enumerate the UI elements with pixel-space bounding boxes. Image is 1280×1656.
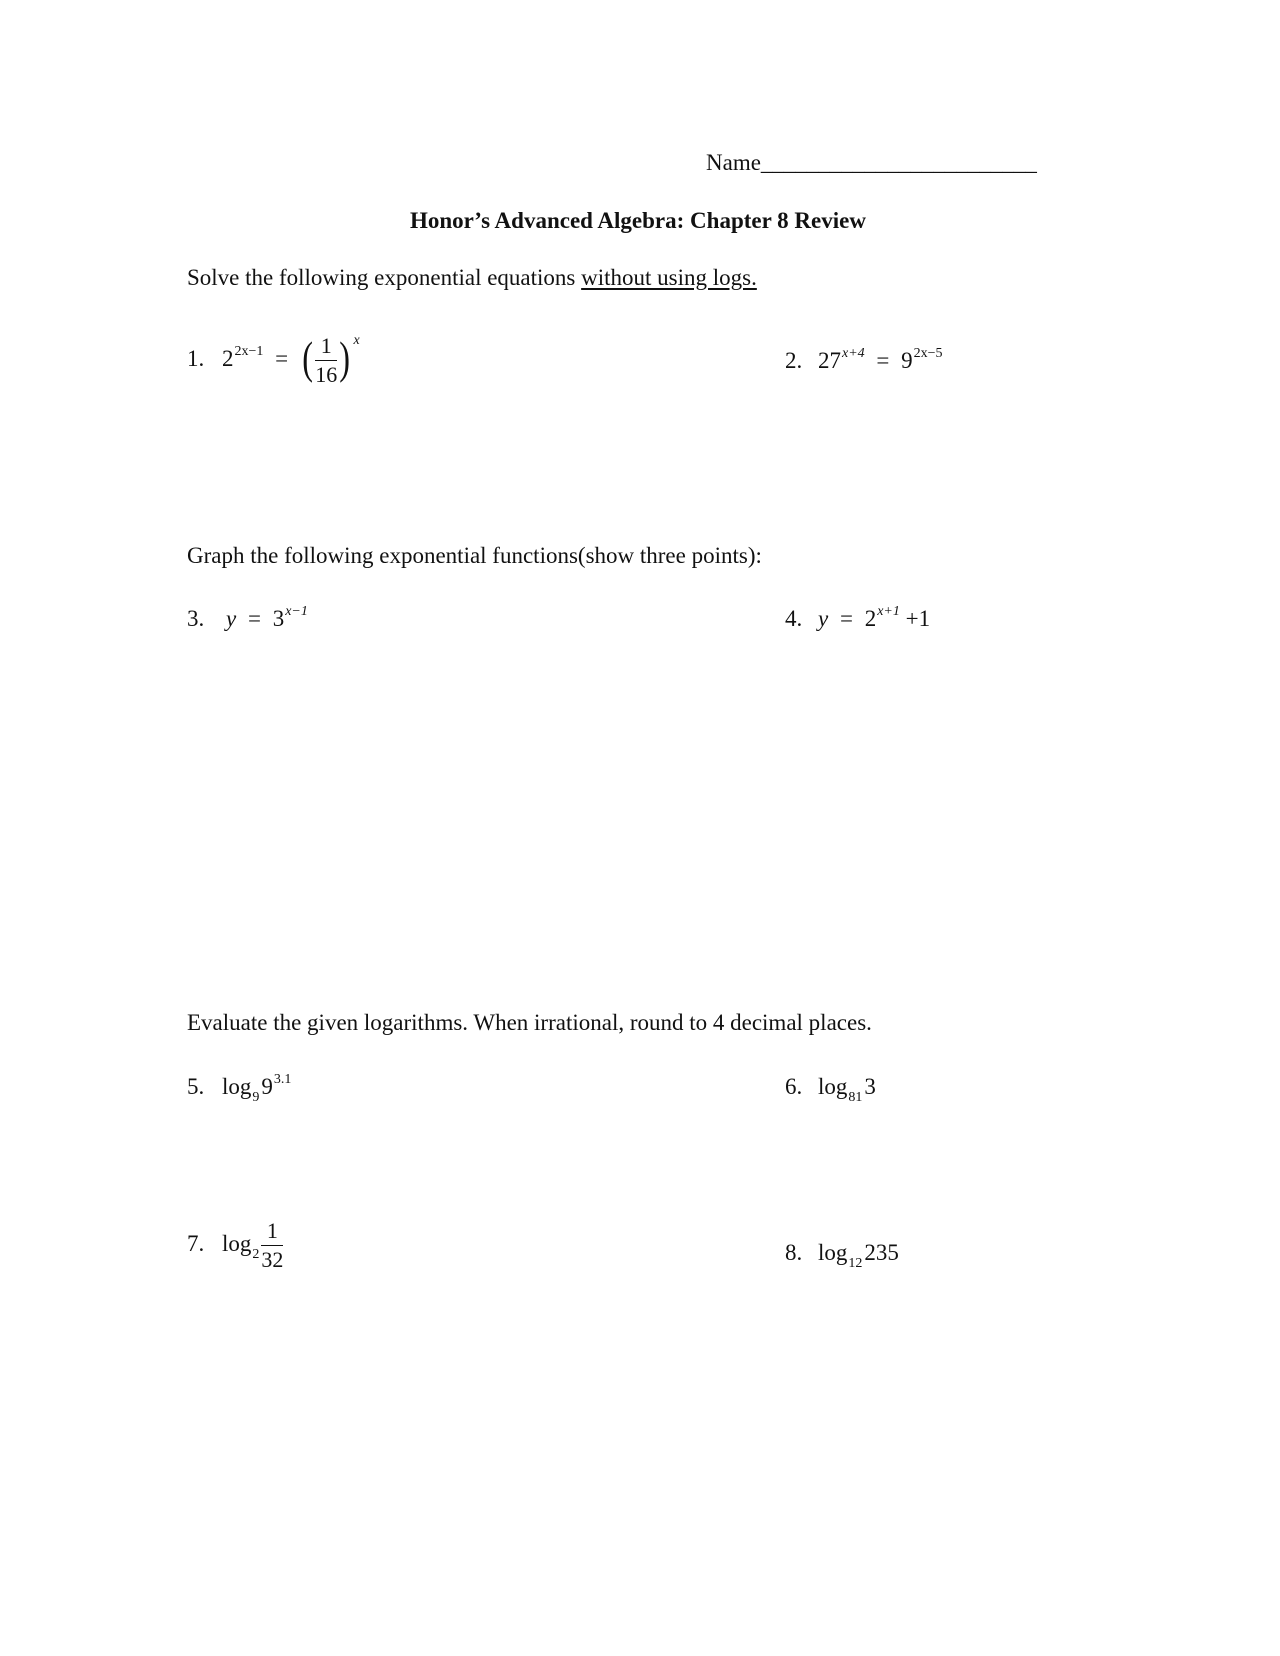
- problem-3: 3. $y = 3^{x-1}$: [187, 604, 308, 631]
- section1-instruction: Solve the following exponential equations without using logs.: [187, 265, 757, 290]
- problem-5: 5. $\log_99^{3.1}$: [187, 1072, 292, 1105]
- name-blank: ________________________: [760, 150, 1037, 175]
- problem-8: 8. $\log_{12}235$: [785, 1240, 899, 1271]
- name-label: Name: [706, 150, 761, 175]
- problem-number: 4.: [785, 606, 803, 631]
- problem-number: 8.: [785, 1240, 803, 1265]
- left-paren: (: [302, 332, 313, 383]
- problem-7: 7. $\log_2$ $\frac{1}{32}$: [187, 1218, 284, 1272]
- problem-number: 7.: [187, 1230, 205, 1256]
- problem-number: 3.: [187, 606, 205, 631]
- problem-number: 6.: [785, 1074, 803, 1099]
- section3-instruction: Evaluate the given logarithms. When irrational, round to 4 decimal places.: [187, 1010, 872, 1035]
- fraction: $\frac{1}{16}$: [315, 333, 338, 387]
- problem-number: 1.: [187, 345, 205, 371]
- problem-number: 5.: [187, 1074, 205, 1099]
- fraction: $\frac{1}{32}$: [261, 1218, 284, 1272]
- name-field[interactable]: [706, 150, 1037, 176]
- problem-1: 1. $2^{2x-1}$ = ( $\frac{1}{16}$ ) $^x$: [187, 332, 360, 387]
- page-title: Honor’s Advanced Algebra: Chapter 8 Review: [410, 208, 866, 233]
- problem-4: 4. $y = 2^{x+1} +1$: [785, 604, 931, 631]
- right-paren: ): [339, 332, 351, 383]
- section2-instruction: Graph the following exponential functions(show three points):: [187, 543, 762, 568]
- problem-6: 6. $\log_{81}3$: [785, 1074, 876, 1105]
- problem-number: 2.: [785, 348, 803, 373]
- problem-2: 2. $27^{x+4} = 9^{2x-5}$: [785, 346, 943, 373]
- without-logs-emphasis: without using logs.: [581, 265, 757, 290]
